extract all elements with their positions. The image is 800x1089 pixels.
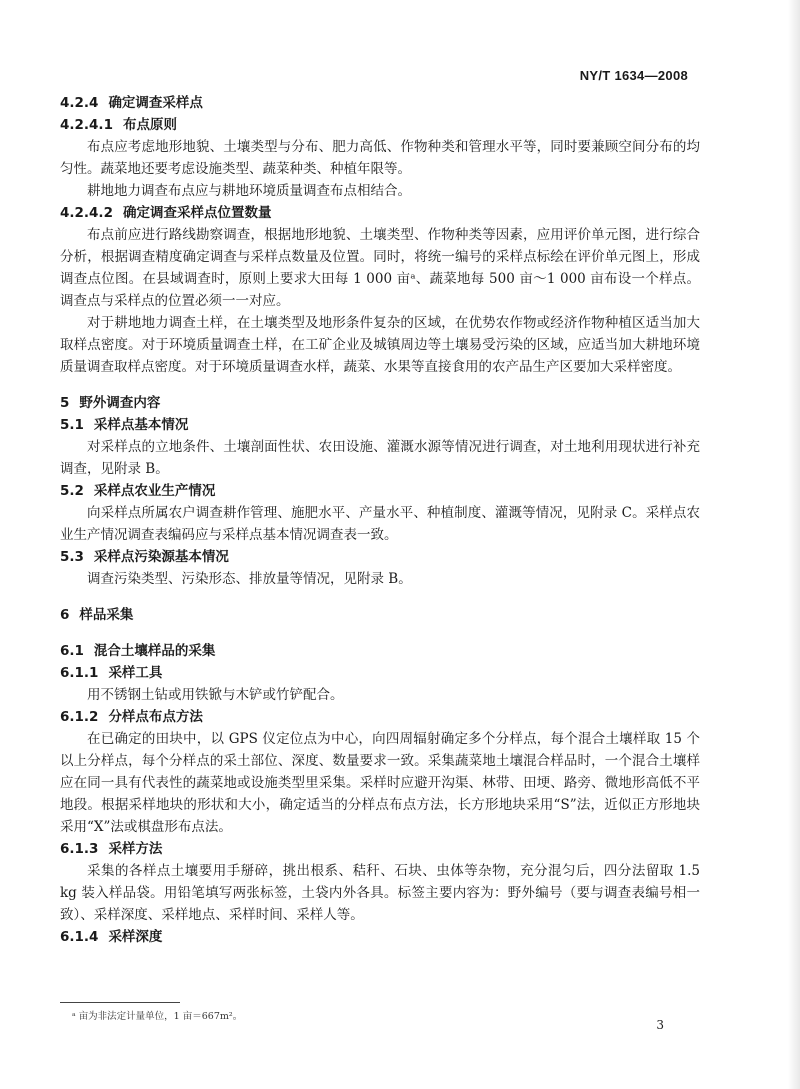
section-title: 采样方法 <box>108 841 163 857</box>
section-heading <box>60 414 700 436</box>
section-heading <box>60 392 700 414</box>
section-gap <box>60 626 700 640</box>
section-title: 野外调查内容 <box>79 395 161 411</box>
paragraph: 布点前应进行路线勘察调查，根据地形地貌、土壤类型、作物种类等因素，应用评价单元图，进行综合分析，根据调查精度确定调查与采样点数量及位置。同时，将统一编号的采样点标绘在评价单元图上，形成调查点位图。在县域调查时，原则上要求大田每 1 000 亩ᵃ、蔬菜地每 500 亩～1 000 亩布设一个样点。调查点与采样点的位置必须一一对应。 <box>60 227 700 309</box>
section-number: 6.1.4 <box>60 929 99 945</box>
paragraph: 对于耕地地力调查土样，在土壤类型及地形条件复杂的区域，在优势农作物或经济作物种植区适当加大取样点密度。对于环境质量调查土样，在工矿企业及城镇周边等土壤易受污染的区域，应适当加大耕地环境质量调查取样点密度。对于环境质量调查水样，蔬菜、水果等直接食用的农产品生产区要加大采样密度。 <box>60 315 700 375</box>
section-number: 6 <box>60 607 70 623</box>
section-heading <box>60 706 700 728</box>
section-title: 确定调查采样点位置数量 <box>122 205 272 221</box>
section-title: 采样点污染源基本情况 <box>93 549 229 565</box>
section-heading <box>60 546 700 568</box>
paragraph: 采集的各样点土壤要用手掰碎，挑出根系、秸秆、石块、虫体等杂物，充分混匀后，四分法留取 1.5 kg 装入样品袋。用铅笔填写两张标签，土袋内外各具。标签主要内容为：野外编号（要与调查表编号相一致）、采样深度、采样地点、采样时间、采样人等。 <box>60 863 700 923</box>
footnote-divider <box>60 1002 180 1003</box>
section-title: 确定调查采样点 <box>108 95 203 111</box>
section-number: 6.1.1 <box>60 665 99 681</box>
section-heading <box>60 114 700 136</box>
section-title: 采样点农业生产情况 <box>93 483 216 499</box>
section-title: 混合土壤样品的采集 <box>93 643 216 659</box>
section-number: 6.1 <box>60 643 84 659</box>
paragraph: 耕地地力调查布点应与耕地环境质量调查布点相结合。 <box>87 183 411 199</box>
scan-edge <box>788 0 800 1089</box>
section-number: 5.1 <box>60 417 84 433</box>
section-title: 采样深度 <box>108 929 163 945</box>
section-number: 4.2.4.1 <box>60 117 113 133</box>
standard-code: NY/T 1634—2008 <box>579 68 688 83</box>
section-number: 5.3 <box>60 549 84 565</box>
section-number: 4.2.4.2 <box>60 205 113 221</box>
section-title: 分样点布点方法 <box>108 709 203 725</box>
section-heading <box>60 662 700 684</box>
paragraph: 在已确定的田块中，以 GPS 仪定位点为中心，向四周辐射确定多个分样点，每个混合土壤样取 15 个以上分样点，每个分样点的采土部位、深度、数量要求一致。采集蔬菜地土壤混合样品时，一个混合土壤样应在同一具有代表性的蔬菜地或设施类型里采集。采样时应避开沟渠、林带、田埂、路旁、微地形高低不平地段。根据采样地块的形状和大小，确定适当的分样点布点方法，长方形地块采用“S”法，近似正方形地块采用“X”法或棋盘形布点法。 <box>60 731 700 835</box>
paragraph: 用不锈钢土钻或用铁锨与木铲或竹铲配合。 <box>87 687 344 703</box>
section-heading <box>60 92 700 114</box>
section-heading <box>60 202 700 224</box>
section-heading <box>60 640 700 662</box>
footnote: ᵃ 亩为非法定计量单位，1 亩＝667m²。 <box>72 1011 243 1022</box>
section-title: 采样点基本情况 <box>93 417 189 433</box>
section-title: 样品采集 <box>79 607 134 623</box>
page-number: 3 <box>656 1018 664 1032</box>
section-title: 采样工具 <box>108 665 163 681</box>
paragraph: 调查污染类型、污染形态、排放量等情况，见附录 B。 <box>87 571 412 587</box>
section-number: 6.1.2 <box>60 709 99 725</box>
document-body <box>60 92 700 948</box>
section-number: 5.2 <box>60 483 84 499</box>
section-number: 4.2.4 <box>60 95 99 111</box>
section-heading <box>60 480 700 502</box>
section-heading <box>60 926 700 948</box>
paragraph: 布点应考虑地形地貌、土壤类型与分布、肥力高低、作物种类和管理水平等，同时要兼顾空间分布的均匀性。蔬菜地还要考虑设施类型、蔬菜种类、种植年限等。 <box>60 139 700 177</box>
section-gap <box>60 590 700 604</box>
section-heading <box>60 604 700 626</box>
section-number: 6.1.3 <box>60 841 99 857</box>
section-title: 布点原则 <box>122 117 177 133</box>
section-gap <box>60 378 700 392</box>
section-heading <box>60 838 700 860</box>
paragraph: 对采样点的立地条件、土壤剖面性状、农田设施、灌溉水源等情况进行调查，对土地利用现状进行补充调查，见附录 B。 <box>60 439 700 477</box>
paragraph: 向采样点所属农户调查耕作管理、施肥水平、产量水平、种植制度、灌溉等情况，见附录 C。采样点农业生产情况调查表编码应与采样点基本情况调查表一致。 <box>60 505 700 543</box>
section-number: 5 <box>60 395 70 411</box>
